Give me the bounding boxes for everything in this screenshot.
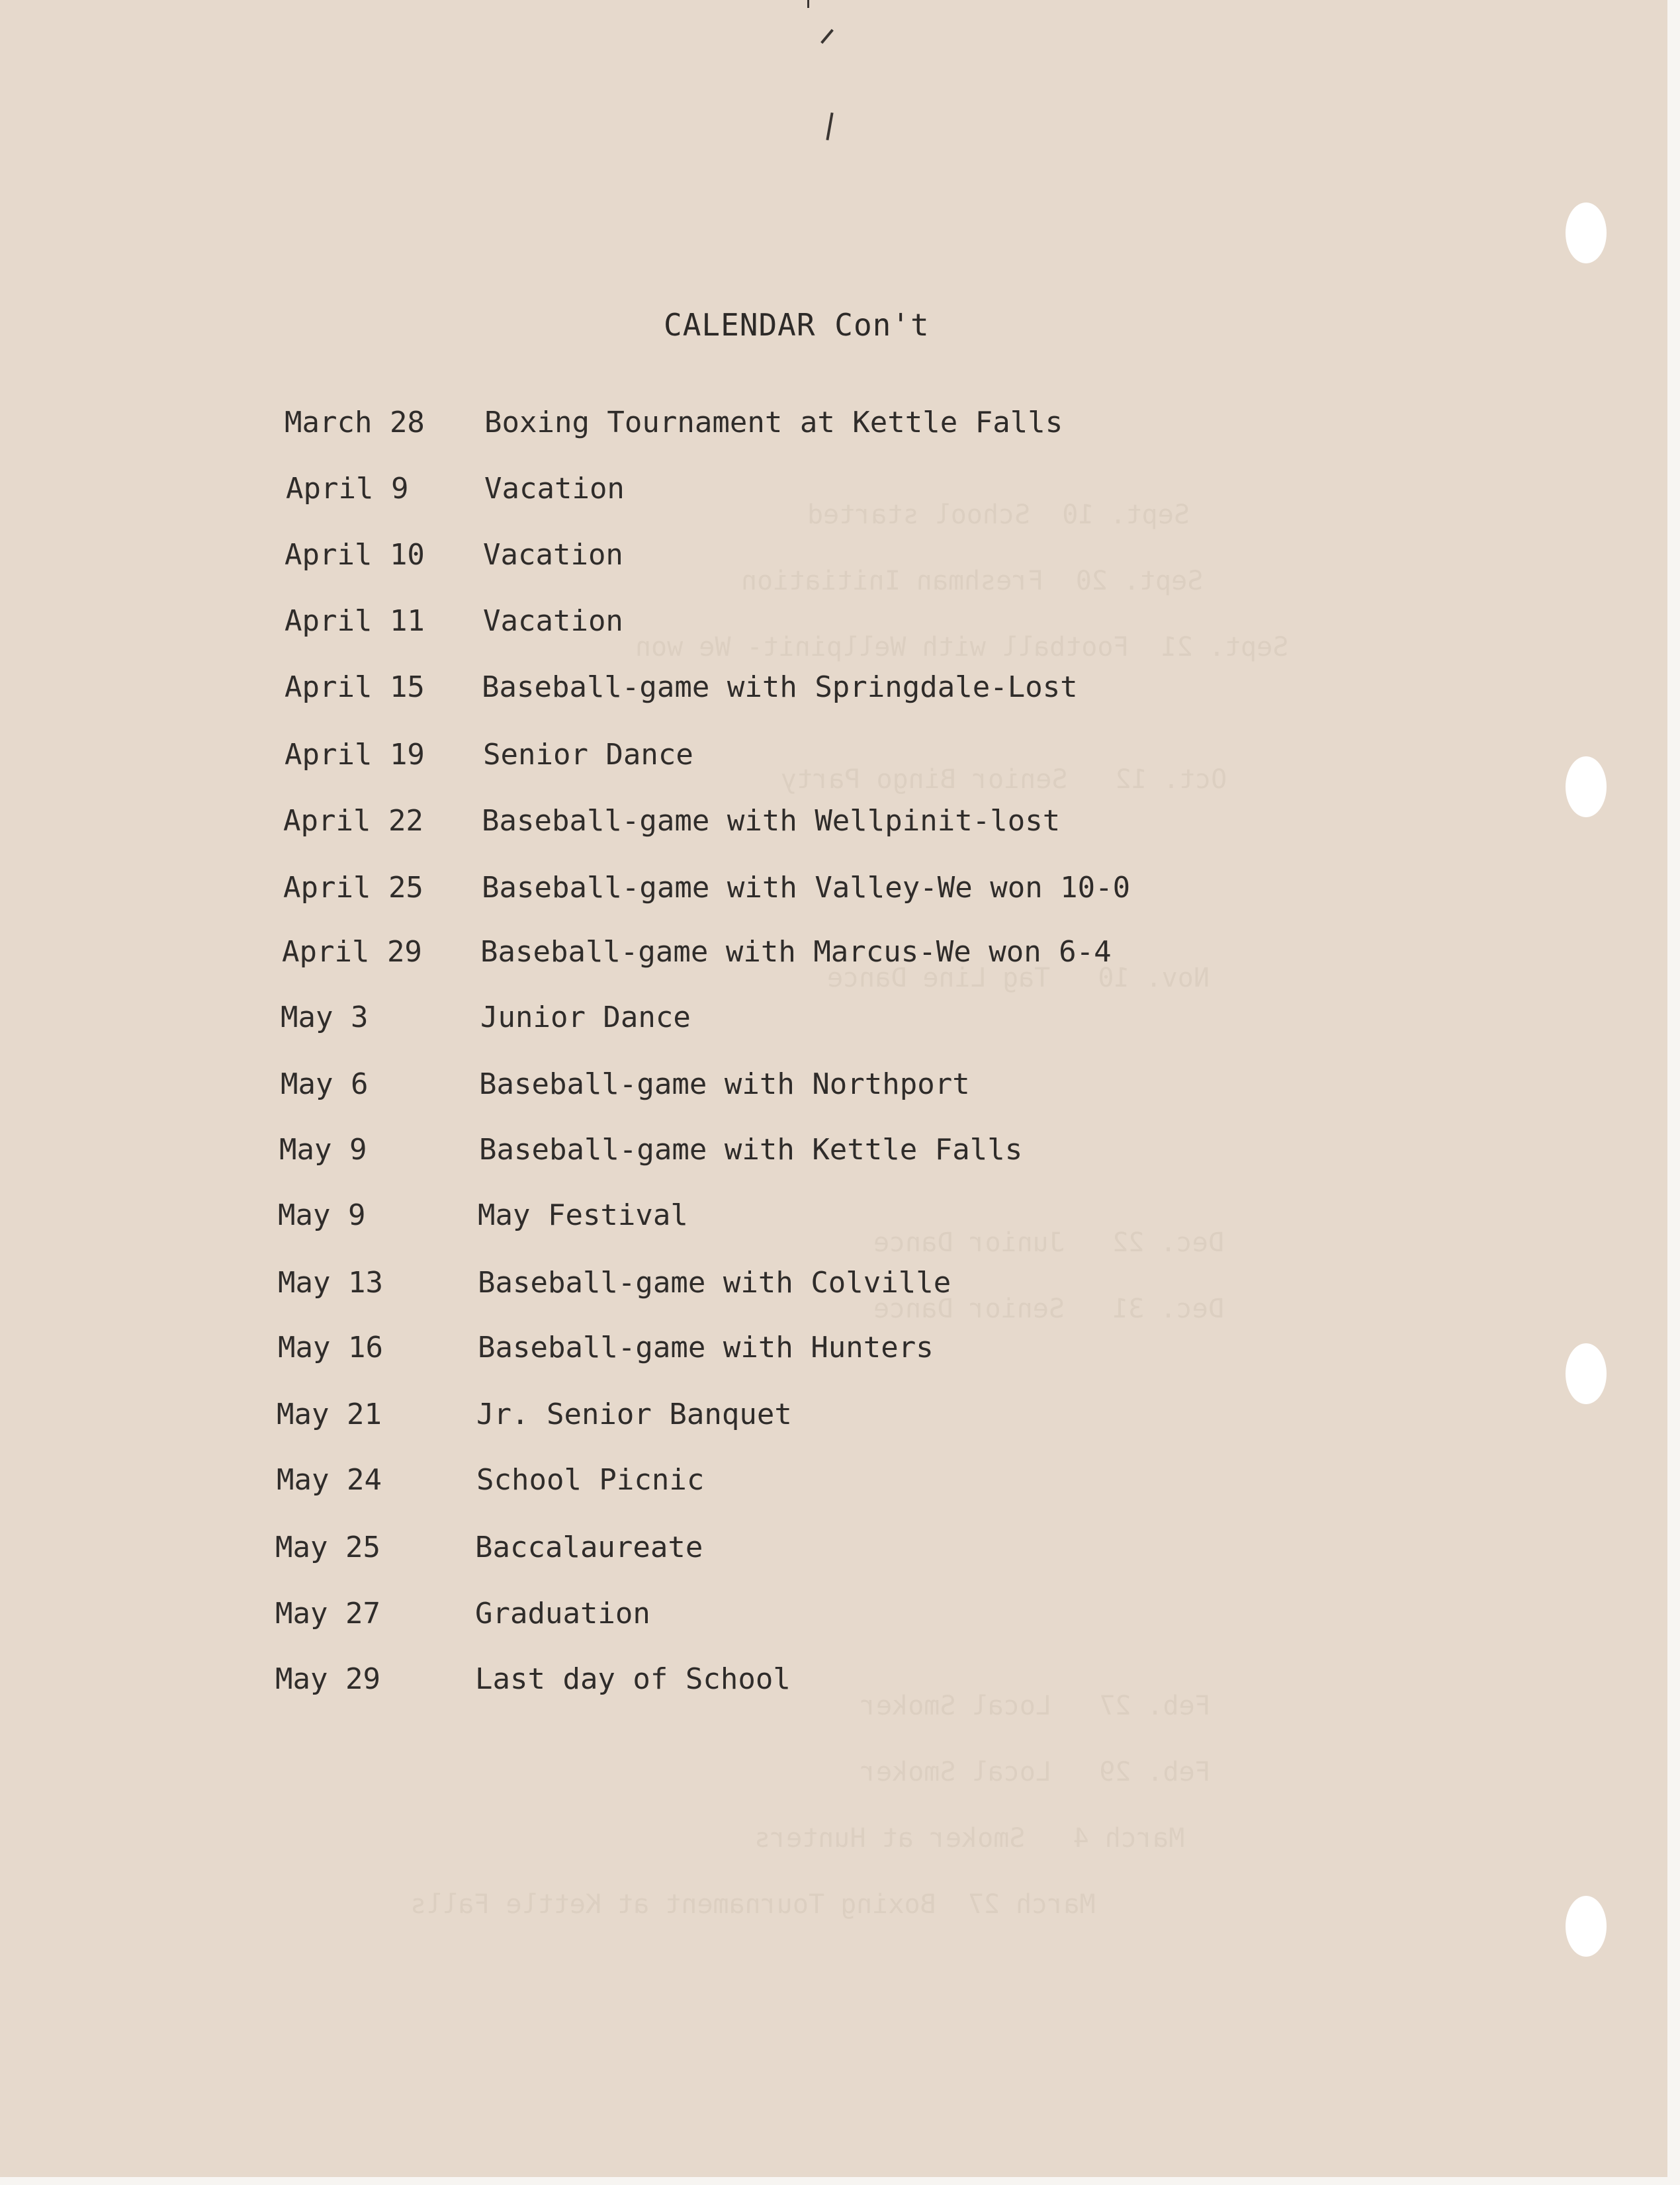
entry-date: May 21: [277, 1398, 382, 1431]
calendar-entry: [0, 1067, 970, 1107]
entry-event: Baseball-game with Wellpinit-lost: [482, 804, 1061, 838]
calendar-entry: [0, 538, 623, 578]
page-edge-bottom: [0, 2177, 1680, 2185]
entry-date: May 9: [278, 1198, 366, 1232]
bleed-through-line: Sept. 20 Freshman Initiation: [741, 566, 1204, 596]
calendar-entry: [0, 670, 1078, 710]
entry-event: Baseball-game with Hunters: [478, 1331, 934, 1364]
calendar-entry: [0, 406, 1063, 445]
entry-date: May 9: [279, 1133, 367, 1167]
calendar-entry: [0, 604, 623, 644]
entry-event: May Festival: [478, 1198, 688, 1232]
entry-event: Junior Dance: [480, 1001, 691, 1034]
entry-event: Baseball-game with Marcus-We won 6-4: [480, 935, 1112, 969]
entry-event: Baseball-game with Kettle Falls: [479, 1133, 1023, 1167]
entry-event: Baseball-game with Northport: [479, 1067, 970, 1101]
entry-date: April 19: [285, 738, 425, 772]
binder-hole: [1566, 1343, 1607, 1404]
ink-mark: [807, 0, 809, 8]
calendar-entry: [0, 871, 1131, 911]
calendar-entry: [0, 1001, 691, 1040]
bleed-through-line: Feb. 29 Local Smoker: [860, 1757, 1211, 1787]
bleed-through-line: Feb. 27 Local Smoker: [860, 1691, 1211, 1721]
bleed-through-line: Oct. 12 Senior Bingo Party: [781, 764, 1227, 795]
entry-event: Baseball-game with Colville: [478, 1266, 951, 1300]
entry-date: April 15: [285, 670, 425, 704]
entry-date: April 22: [283, 804, 423, 838]
bleed-through-line: March 27 Boxing Tournament at Kettle Falls: [410, 1889, 1096, 1920]
entry-date: May 24: [277, 1463, 382, 1497]
calendar-entry: [0, 1597, 650, 1636]
entry-date: May 6: [281, 1067, 369, 1101]
binder-hole: [1566, 1896, 1607, 1957]
calendar-entry: [0, 1531, 703, 1570]
entry-date: April 29: [282, 935, 422, 969]
entry-event: Baseball-game with Valley-We won 10-0: [482, 871, 1131, 905]
entry-event: School Picnic: [476, 1463, 705, 1497]
entry-date: May 16: [278, 1331, 383, 1364]
page-edge: [1667, 0, 1680, 2185]
entry-date: April 11: [285, 604, 425, 638]
entry-event: Senior Dance: [483, 738, 693, 772]
bleed-through-line: Dec. 22 Junior Dance: [873, 1227, 1224, 1258]
entry-event: Vacation: [484, 472, 625, 506]
binder-hole: [1566, 202, 1607, 263]
calendar-entry: [0, 1463, 705, 1503]
calendar-entry: [0, 804, 1061, 844]
calendar-entry: [0, 935, 1112, 975]
entry-event: Baccalaureate: [475, 1531, 703, 1564]
calendar-entry: [0, 1662, 791, 1702]
entry-date: April 25: [283, 871, 423, 905]
entry-date: May 13: [278, 1266, 383, 1300]
binder-hole: [1566, 756, 1607, 817]
calendar-entry: [0, 1266, 951, 1306]
entry-event: Jr. Senior Banquet: [476, 1398, 792, 1431]
page-title: CALENDAR Con't: [664, 307, 930, 343]
entry-date: April 10: [285, 538, 425, 572]
calendar-entry: [0, 1133, 1023, 1173]
bleed-through-line: Sept. 21 Football with Wellpinit- We won: [635, 632, 1289, 662]
bleed-through-line: Nov. 10 Tag Line Dance: [827, 963, 1210, 993]
calendar-entry: [0, 1331, 934, 1370]
entry-event: Baseball-game with Springdale-Lost: [482, 670, 1078, 704]
entry-date: May 3: [281, 1001, 369, 1034]
entry-event: Vacation: [483, 604, 623, 638]
bleed-through-line: Sept. 10 School started: [807, 500, 1190, 530]
entry-date: April 9: [286, 472, 409, 506]
calendar-entry: [0, 738, 693, 778]
bleed-through-line: March 4 Smoker at Hunters: [754, 1823, 1185, 1853]
calendar-entry: [0, 1398, 792, 1437]
calendar-entry: [0, 1198, 688, 1238]
ink-mark: [826, 112, 833, 140]
entry-date: March 28: [285, 406, 425, 439]
entry-event: Last day of School: [475, 1662, 791, 1696]
entry-event: Graduation: [475, 1597, 650, 1630]
bleed-through-line: Dec. 31 Senior Dance: [873, 1294, 1224, 1324]
entry-date: May 25: [275, 1531, 380, 1564]
entry-event: Vacation: [483, 538, 623, 572]
entry-date: May 27: [275, 1597, 380, 1630]
ink-mark: [820, 29, 834, 44]
entry-event: Boxing Tournament at Kettle Falls: [484, 406, 1063, 439]
calendar-entry: [0, 472, 625, 512]
entry-date: May 29: [275, 1662, 380, 1696]
